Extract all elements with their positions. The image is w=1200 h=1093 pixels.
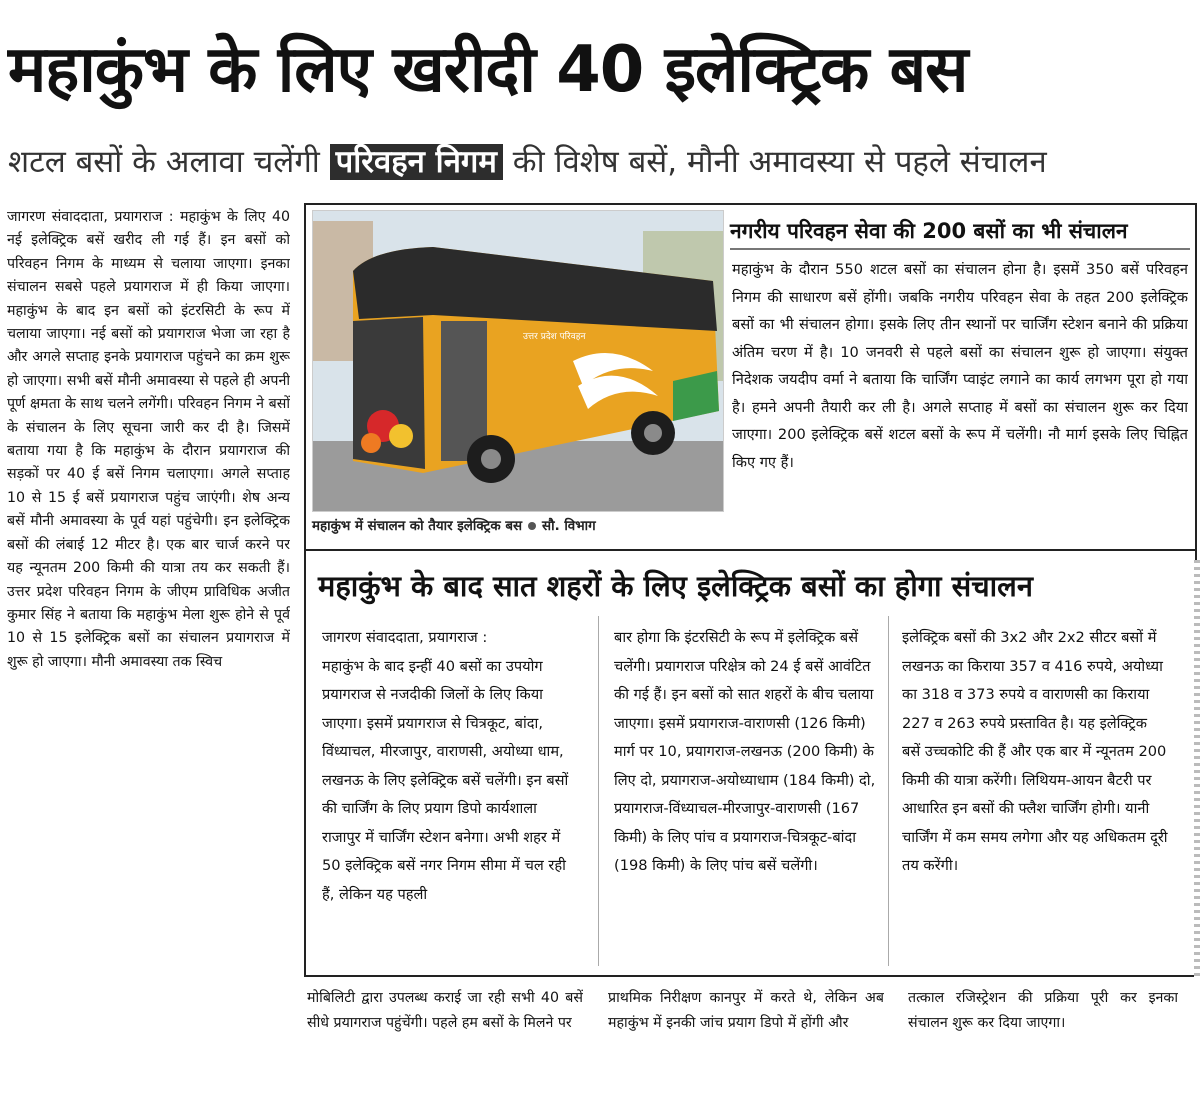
bullet-dot-icon bbox=[528, 522, 536, 530]
flower-garland bbox=[361, 433, 381, 453]
left-body: महाकुंभ के लिए 40 नई इलेक्ट्रिक बसें खरीद ली गई हैं। इन बसों को परिवहन निगम के माध्यम से चलाया जाएगा। इनका संचालन सबसे पहले प्रयागराज में ही किया जाएगा। महाकुंभ के बाद इन बसों को इंटरसिटी के रूप में चलाया जाएगा। नई बसों को प्रयागराज भेजा जा रहा है और अगले सप्ताह इनके प्रयागराज पहुंचने का क्रम शुरू हो जाएगा। सभी बसें मौनी अमावस्या से पहले ही अपनी पूर्ण क्षमता के साथ चलने लगेंगी। परिवहन निगम ने बसों के संचालन के लिए सूचना जारी कर दी है। जिसमें बताया गया है कि महाकुंभ के दौरान प्रयागराज की सड़कों पर 40 ई बसें निगम चलाएगा। अगले सप्ताह 10 से 15 ई बसें प्रयागराज पहुंच जाएंगी। शेष अन्य बसें मौनी अमावस्या के पूर्व यहां पहुंचेगी। इन इलेक्ट्रिक बसों की लंबाई 12 मीटर है। एक बार चार्ज करने पर यह न्यूनतम 200 किमी की यात्रा तय कर सकती हैं। उत्तर प्रदेश परिवहन निगम के जीएम प्राविधिक अजीत कुमार सिंह ने बताया कि महाकुंभ मेला शुरू होने से पूर्व 10 से 15 इलेक्ट्रिक बसों का संचालन प्रयागराज में शुरू हो जाएगा। मौनी अमावस्या तक स्विच bbox=[7, 209, 290, 670]
subheadline-end: की विशेष बसें, मौनी अमावस्या से पहले संचालन bbox=[502, 144, 1047, 180]
caption-text: महाकुंभ में संचालन को तैयार इलेक्ट्रिक बस bbox=[312, 519, 523, 534]
box-story-title: महाकुंभ के बाद सात शहरों के लिए इलेक्ट्रिक बसों का होगा संचालन bbox=[318, 569, 1033, 603]
flower-garland bbox=[389, 424, 413, 448]
photo-caption bbox=[312, 514, 724, 540]
page-edge-texture bbox=[1194, 560, 1200, 980]
column-rule bbox=[598, 616, 599, 966]
box-story-dateline: जागरण संवाददाता, प्रयागराज : bbox=[322, 629, 488, 646]
left-column-story bbox=[7, 206, 290, 1086]
subheadline bbox=[8, 138, 1192, 188]
bus-illustration bbox=[313, 211, 724, 512]
sidebar-body: महाकुंभ के दौरान 550 शटल बसों का संचालन होना है। इसमें 350 बसें परिवहन निगम की साधारण बसें होंगी। जबकि नगरीय परिवहन सेवा के तहत 200 इलेक्ट्रिक बसों का भी संचालन होगा। इसके लिए तीन स्थानों पर चार्जिंग स्टेशन बनाने की प्रक्रिया अंतिम चरण में है। 10 जनवरी से पहले बसों का संचालन शुरू हो जाएगा। संयुक्त निदेशक जयदीप वर्मा ने बताया कि चार्जिंग प्वाइंट लगाने का कार्य लगभग पूरा हो गया है। हमने अपनी तैयारी कर ली है। अगले सप्ताह में बसों का संचालन शुरू कर दिया जाएगा। 200 इलेक्ट्रिक बसें शटल बसों के रूप में चलेंगी। नौ मार्ग इसके लिए चिह्नित किए गए हैं। bbox=[732, 261, 1188, 471]
subheadline-highlight: परिवहन निगम bbox=[330, 144, 503, 180]
bottom-column-2: प्राथमिक निरीक्षण कानपुर में करते थे, लेकिन अब महाकुंभ में इनकी जांच प्रयाग डिपो में होंगी और bbox=[608, 990, 884, 1031]
headline: महाकुंभ के लिए खरीदी 40 इलेक्ट्रिक बस bbox=[8, 33, 968, 107]
box-story-column-1 bbox=[322, 624, 580, 970]
box-story-column-2: बार होगा कि इंटरसिटी के रूप में इलेक्ट्रिक बसें चलेंगी। प्रयागराज परिक्षेत्र को 24 ई बसें आवंटित की गई हैं। इन बसों को सात शहरों के बीच चलाया जाएगा। इसमें प्रयागराज-वाराणसी (126 किमी) मार्ग पर 10, प्रयागराज-लखनऊ (200 किमी) के लिए दो, प्रयागराज-अयोध्याधाम (184 किमी) दो, प्रयागराज-विंध्याचल-मीरजापुर-वाराणसी (167 किमी) के लिए पांच व प्रयागराज-चित्रकूट-बांदा (198 किमी) के लिए पांच बसें चलेंगी। bbox=[614, 629, 876, 874]
column-rule bbox=[888, 616, 889, 966]
section-divider bbox=[306, 549, 1195, 551]
bottom-column-3: तत्काल रजिस्ट्रेशन की प्रक्रिया पूरी कर इनका संचालन शुरू कर दिया जाएगा। bbox=[908, 990, 1178, 1031]
subheadline-start: शटल बसों के अलावा चलेंगी bbox=[8, 144, 330, 180]
bottom-column-1: मोबिलिटी द्वारा उपलब्ध कराई जा रही सभी 40 बसें सीधे प्रयागराज पहुंचेंगी। पहले हम बसों के मिलने पर bbox=[307, 990, 583, 1031]
bus-hubcap-rear bbox=[644, 424, 662, 442]
photo-credit: सौ. विभाग bbox=[542, 519, 596, 534]
bus-label: उत्तर प्रदेश परिवहन bbox=[523, 332, 586, 342]
bus-hubcap-front bbox=[481, 449, 501, 469]
box-story-column-3: इलेक्ट्रिक बसों की 3x2 और 2x2 सीटर बसों में लखनऊ का किराया 357 व 416 रुपये, अयोध्या का 318 व 373 रुपये व वाराणसी का किराया 227 व 263 रुपये प्रस्तावित है। यह इलेक्ट्रिक बसें उच्चकोटि की हैं और एक बार में न्यूनतम 200 किमी की यात्रा करेंगी। लिथियम-आयन बैटरी पर आधारित इन बसों की फ्लैश चार्जिंग होगी। यानी चार्जिंग में कम समय लगेगा और यह अधिकतम दूरी तय करेंगी। bbox=[902, 629, 1168, 874]
sidebar-title: नगरीय परिवहन सेवा की 200 बसों का भी संचालन bbox=[730, 212, 1190, 250]
box-story-col1-text: महाकुंभ के बाद इन्हीं 40 बसों का उपयोग प्रयागराज से नजदीकी जिलों के लिए किया जाएगा। इसमें प्रयागराज से चित्रकूट, बांदा, विंध्याचल, मीरजापुर, वाराणसी, अयोध्या धाम, लखनऊ के लिए इलेक्ट्रिक बसें चलेंगी। इन बसों की चार्जिंग के लिए प्रयाग डिपो कार्यशाला राजापुर में चार्जिंग स्टेशन बनेगा। अभी शहर में 50 इलेक्ट्रिक बसें नगर निगम सीमा में चल रही हैं, लेकिन यह पहली bbox=[322, 657, 569, 903]
bus-photo bbox=[312, 210, 724, 512]
left-column-text bbox=[7, 206, 290, 674]
left-dateline: जागरण संवाददाता, प्रयागराज : bbox=[7, 209, 174, 225]
